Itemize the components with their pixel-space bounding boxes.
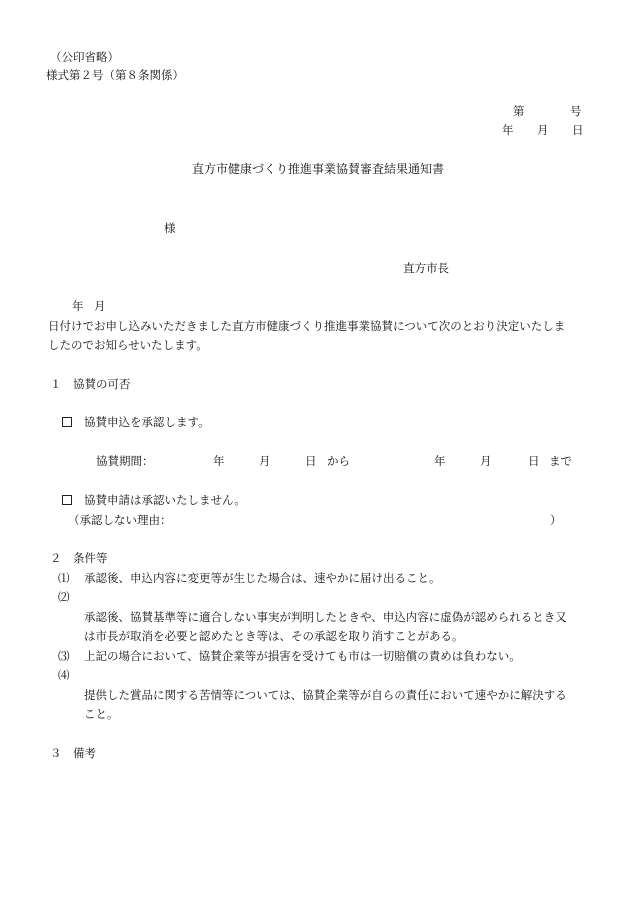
- period-start-year: 年: [213, 454, 225, 468]
- approve-checkbox[interactable]: [62, 417, 72, 427]
- intro-text-line1: 日付けでお申し込みいただきました直方市健康づくり推進事業協賛について次のとおり決定いたしま: [48, 319, 566, 333]
- intro-date-month: 月: [94, 299, 106, 313]
- period-end-month: 月: [480, 454, 492, 468]
- condition-text: 承認後、協賛基準等に適合しない事実が判明したときや、申込内容に虚偽が認められるとき又: [84, 610, 567, 624]
- intro-date-year: 年: [72, 299, 84, 313]
- seal-omitted-note: （公印省略）: [50, 50, 119, 64]
- period-until: まで: [549, 454, 572, 468]
- condition-text: 上記の場合において、協賛企業等が損害を受けても市は一切賠償の責めは負わない。: [84, 649, 521, 663]
- form-number: 様式第２号（第８条関係）: [46, 68, 184, 82]
- condition-text: は市長が取消を必要と認めたとき等は、その承認を取り消すことがある。: [84, 629, 464, 643]
- condition-number: ⑴: [58, 571, 70, 585]
- period-from: から: [327, 454, 350, 468]
- reject-reason-close: ）: [550, 513, 562, 527]
- condition-text: こと。: [84, 707, 119, 721]
- condition-text: 承認後、申込内容に変更等が生じた場合は、速やかに届け出ること。: [84, 571, 441, 585]
- section3-heading: ３ 備考: [50, 746, 96, 760]
- issue-date-day: 日: [572, 123, 584, 137]
- issue-date-year: 年: [502, 123, 514, 137]
- period-end-day: 日: [528, 454, 540, 468]
- section1-heading: １ 協賛の可否: [50, 377, 131, 391]
- addressee-honorific: 様: [164, 221, 176, 235]
- condition-number: ⑷: [58, 668, 70, 682]
- issue-date-month: 月: [537, 123, 549, 137]
- period-start-month: 月: [259, 454, 271, 468]
- sender-name: 直方市長: [403, 261, 449, 275]
- doc-number-prefix: 第: [513, 104, 525, 118]
- period-start-day: 日: [305, 454, 317, 468]
- reject-reason-label: （承認しない理由：: [68, 513, 172, 527]
- section2-heading: ２ 条件等: [50, 551, 108, 565]
- period-label: 協賛期間：: [96, 454, 154, 468]
- condition-number: ⑵: [58, 590, 70, 604]
- reject-option-label: 協賛申請は承認いたしません。: [84, 493, 246, 507]
- reject-checkbox[interactable]: [62, 495, 72, 505]
- period-end-year: 年: [434, 454, 446, 468]
- condition-text: 提供した賞品に関する苦情等については、協賛企業等が自らの責任において速やかに解決する: [84, 688, 567, 702]
- doc-number-suffix: 号: [570, 104, 582, 118]
- approve-option-label: 協賛申込を承認します。: [84, 415, 210, 429]
- condition-number: ⑶: [58, 649, 70, 663]
- document-title: 直方市健康づくり推進事業協賛審査結果通知書: [192, 162, 445, 176]
- intro-text-line2: したのでお知らせいたします。: [48, 338, 208, 352]
